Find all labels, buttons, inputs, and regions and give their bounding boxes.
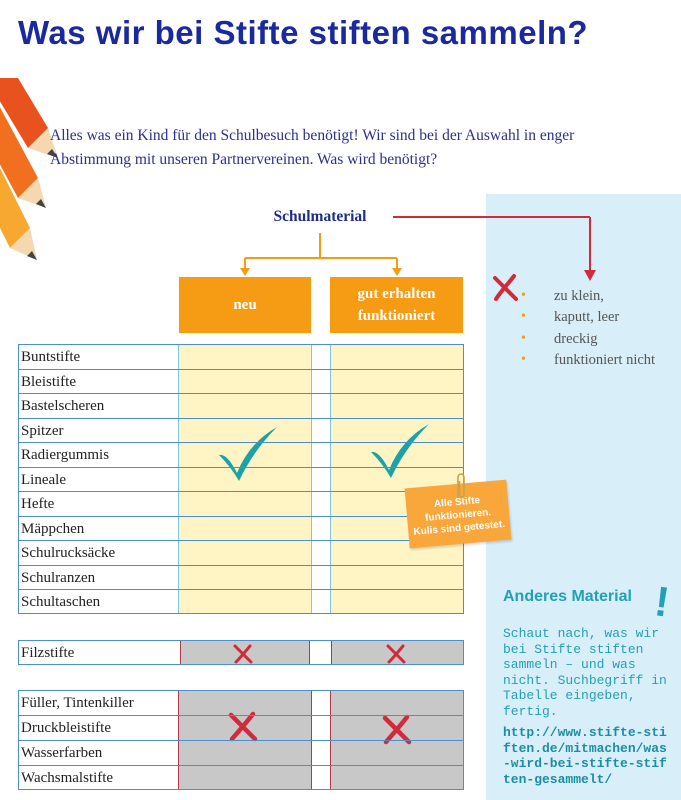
item-label: Schulranzen [21,569,96,586]
table-row [18,740,464,765]
item-label: Spitzer [21,422,64,439]
reject-item: zu klein, [554,288,604,304]
reject-item: funktioniert nicht [554,352,656,368]
note-line: Alle Stifte [433,495,481,511]
item-label: Bleistifte [21,373,76,390]
item-label: Hefte [21,496,55,512]
column-header-gut-erhalten [330,277,463,333]
item-label: Lineale [21,471,66,488]
table-row [18,516,464,541]
column-header-neu: neu [179,277,311,333]
table-row [18,640,464,665]
anderes-material-title: Anderes Material [503,588,632,605]
column-header-line: gut erhalten [357,286,436,302]
diagram-root-label: Schulmaterial [273,208,367,225]
item-label: Filzstifte [21,645,75,661]
table-row [18,540,464,565]
note-line: Kulis sind getestet. [413,518,506,538]
table-row [18,690,464,715]
item-label: Wasserfarben [21,745,103,761]
table-row [18,344,464,369]
item-label: Schultaschen [21,594,101,610]
exclamation-icon: ! [651,577,673,626]
anderes-material-text: Schaut nach, was wir bei Stifte stiften sammeln – und was nicht. Suchbegriff in Tabelle eingeben, fertig. [503,626,667,719]
table-row [18,393,464,418]
reject-item: dreckig [554,331,598,347]
item-label: Druckbleistifte [21,720,111,736]
item-label: Bastelscheren [21,398,105,414]
table-row [18,491,464,516]
intro-text: Alles was ein Kind für den Schulbesuch benötigt! Wir sind bei der Auswahl in enger Abstimmung mit unseren Partnervereinen. Was wird benötigt? [50,127,575,168]
table-row [18,589,464,614]
table-row [18,715,464,740]
item-label: Füller, Tintenkiller [21,695,134,711]
anderes-material-link[interactable]: http://www.stifte-stiften.de/mitmachen/was-wird-bei-stifte-stiften-gesammelt/ [503,725,667,787]
paperclip-icon [454,472,468,502]
reject-item: kaputt, leer [554,309,620,325]
column-header-line: funktioniert [357,308,436,324]
table-row [18,369,464,394]
note-line: funktionieren. [424,507,492,524]
item-label: Schulrucksäcke [21,545,116,561]
page-title: Was wir bei Stifte stiften sammeln? [18,14,589,51]
item-label: Radiergummis [21,447,110,463]
table-row [18,765,464,790]
table-row [18,442,464,467]
table-row [18,418,464,443]
table-row [18,467,464,492]
item-label: Wachsmalstifte [21,770,114,786]
item-label: Buntstifte [21,349,81,365]
table-row [18,565,464,590]
item-label: Mäppchen [21,520,85,537]
red-cross-icon [490,272,522,304]
